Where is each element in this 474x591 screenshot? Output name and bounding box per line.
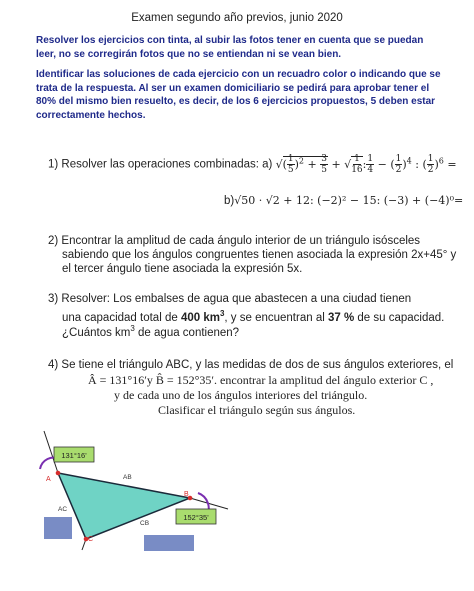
angle-b-value: 152°35': [183, 513, 209, 522]
page-title: Examen segundo año previos, junio 2020: [131, 12, 343, 24]
vertex-a-label: A: [46, 476, 51, 483]
question-1b: [224, 194, 463, 209]
vertex-a-point: [56, 471, 61, 476]
question-1: [48, 154, 457, 176]
question-3-line-3: ¿Cuántos $km^3$ de agua contienen?: [62, 324, 240, 339]
q3-percent: 37 %: [327, 311, 355, 324]
question-3-line-1: 3) Resolver: Los embalses de agua que abastecen a una ciudad tienen: [48, 293, 412, 305]
question-4-line-2: Â = 131°16′y B̂ = 152°35′. encontrar la amplitud del ángulo exterior C ,: [88, 373, 434, 387]
question-1b-expression: √50 · √2 + 12: (−2)² − 15: (−3) + (−4)⁰=: [234, 194, 464, 207]
q3-text-d: ¿Cuántos km: [62, 326, 131, 339]
q3-text-c: de su capacidad.: [354, 311, 445, 324]
instruction-1: Resolver los ejercicios con tinta, al subir las fotos tener en cuenta que se puedan leer, no se corregirán fotos que no se entiendan ni se vean bien.: [36, 35, 424, 60]
side-cb-label: CB: [140, 520, 150, 527]
instruction-2: Identificar las soluciones de cada ejercicio con un recuadro color o indicando que se trata de la respuesta. Al ser un examen domiciliario se pedirá para aprobar tener el 80% del mismo bien resuelto, es decir, de los 6 ejercicios propuestos, 5 deben estar correctamente hechos.: [36, 69, 441, 121]
vertex-b-label: B: [184, 491, 189, 498]
question-2-line-2: sabiendo que los ángulos congruentes tienen asociada la expresión 2x+45° y: [62, 249, 457, 261]
question-1-expression-a: √( $\frac{1}{5}$ )$^2$ + $\frac{3}{5}$ + √ $\frac{1}{16}$ : $\frac{1}{4}$ − ( $\frac{1}{2}$ )$^4$ : ( $\frac{1}{2}$ )$^6$ =: [275, 154, 457, 176]
decor-rect-left: [44, 517, 72, 539]
question-1-label: 1) Resolver las operaciones combinadas: a): [48, 158, 273, 171]
question-3-line-2: una capacidad total de 400 $km^3$, y se encuentran al 37 % de su capacidad.: [62, 309, 445, 324]
question-2-line-1: 2) Encontrar la amplitud de cada ángulo interior de un triángulo isósceles: [48, 235, 421, 247]
decor-rect-right: [144, 535, 194, 551]
question-2-line-3: el tercer ángulo tiene asociada la expresión 5x.: [62, 263, 303, 275]
angle-a-value: 131°16': [61, 451, 87, 460]
vertex-c-label: C: [88, 536, 94, 543]
side-ab-label: AB: [123, 474, 132, 481]
q3-text-e: de agua contienen?: [134, 326, 240, 339]
triangle-figure: [0, 425, 474, 591]
question-4-line-3: y de cada uno de los ángulos interiores del triángulo.: [114, 388, 368, 402]
q3-text-b: , y se encuentran al: [224, 311, 328, 324]
side-ac-label: AC: [58, 506, 68, 513]
question-1b-label: b): [224, 195, 235, 207]
triangle-abc: [58, 473, 190, 539]
question-4-line-1: 4) Se tiene el triángulo ABC, y las medidas de dos de sus ángulos exteriores, el: [48, 359, 454, 371]
q3-text-a: una capacidad total de: [62, 311, 181, 324]
question-4-line-4: Clasificar el triángulo según sus ángulos.: [158, 403, 356, 417]
q3-capacity: 400 km: [180, 311, 220, 324]
